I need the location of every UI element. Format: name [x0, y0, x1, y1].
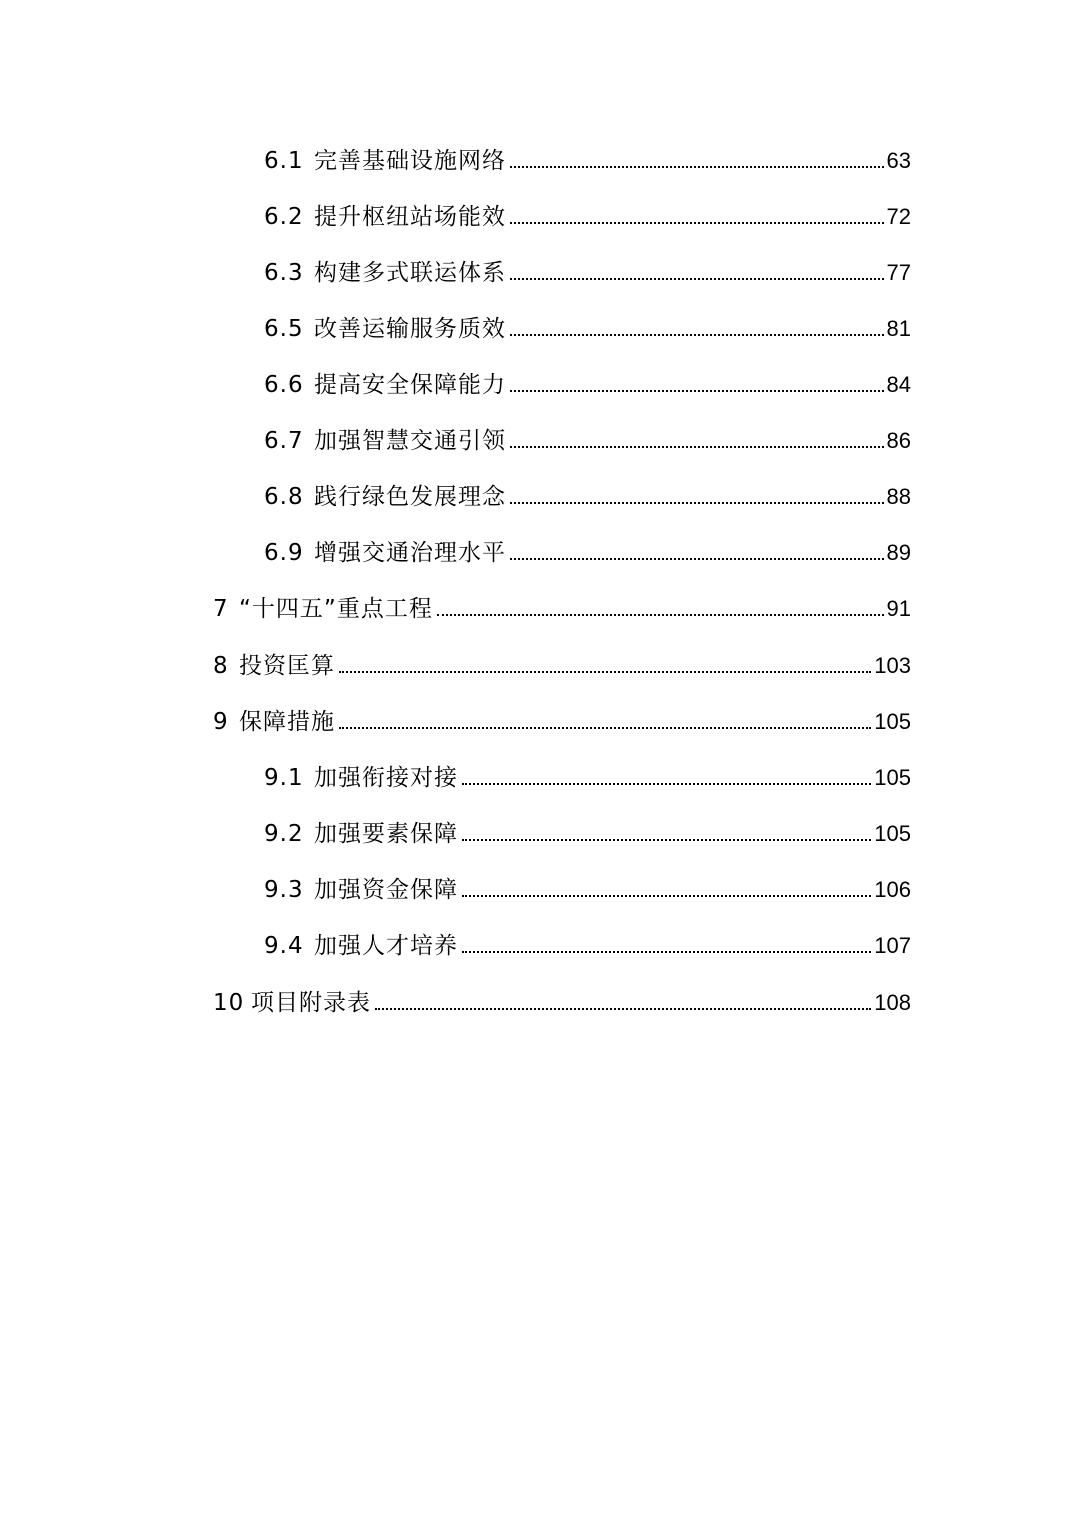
entry-number: 6.1	[264, 148, 304, 174]
entry-title: 提升枢纽站场能效	[314, 204, 506, 230]
entry-number: 6.9	[264, 540, 304, 566]
entry-page-number: 103	[874, 653, 911, 678]
entry-page-number: 63	[886, 148, 911, 173]
toc-entry[interactable]	[264, 813, 911, 849]
entry-number: 8	[213, 653, 229, 679]
dot-leader	[510, 502, 884, 504]
entry-title: 项目附录表	[251, 990, 371, 1016]
entry-page-number: 106	[874, 877, 911, 902]
entry-number: 9.3	[264, 877, 304, 903]
entry-page-number: 88	[886, 484, 911, 509]
toc-entry[interactable]	[264, 420, 911, 456]
entry-title: “十四五”重点工程	[239, 596, 433, 622]
entry-page-number: 91	[886, 596, 911, 621]
entry-title: 加强要素保障	[314, 821, 458, 847]
toc-entry[interactable]	[264, 532, 911, 568]
entry-number: 10	[213, 990, 245, 1016]
entry-number: 6.6	[264, 372, 304, 398]
dot-leader	[510, 222, 884, 224]
entry-number: 6.3	[264, 260, 304, 286]
entry-page-number: 89	[886, 540, 911, 565]
entry-title: 构建多式联运体系	[314, 260, 506, 286]
entry-page-number: 72	[886, 204, 911, 229]
entry-title: 改善运输服务质效	[314, 316, 506, 342]
toc-entry[interactable]	[264, 757, 911, 793]
toc-entry[interactable]	[264, 869, 911, 905]
toc-entry[interactable]	[264, 308, 911, 344]
entry-page-number: 105	[874, 709, 911, 734]
entry-title: 提高安全保障能力	[314, 372, 506, 398]
dot-leader	[437, 614, 884, 616]
entry-title: 加强资金保障	[314, 877, 458, 903]
entry-title: 加强智慧交通引领	[314, 428, 506, 454]
toc-entry[interactable]	[213, 645, 911, 681]
entry-number: 7	[213, 596, 229, 622]
dot-leader	[510, 390, 884, 392]
entry-title: 完善基础设施网络	[314, 148, 506, 174]
entry-title: 加强衔接对接	[314, 765, 458, 791]
toc-entry[interactable]	[213, 982, 911, 1018]
toc-entry[interactable]	[213, 701, 911, 737]
dot-leader	[510, 446, 884, 448]
dot-leader	[510, 334, 884, 336]
toc-entry[interactable]	[264, 476, 911, 512]
entry-number: 6.8	[264, 484, 304, 510]
entry-page-number: 86	[886, 428, 911, 453]
toc-entry[interactable]	[264, 196, 911, 232]
entry-page-number: 105	[874, 765, 911, 790]
entry-number: 9.1	[264, 765, 304, 791]
entry-page-number: 107	[874, 933, 911, 958]
entry-number: 6.5	[264, 316, 304, 342]
dot-leader	[375, 1008, 871, 1010]
entry-title: 增强交通治理水平	[314, 540, 506, 566]
entry-title: 加强人才培养	[314, 933, 458, 959]
entry-page-number: 105	[874, 821, 911, 846]
entry-number: 9.4	[264, 933, 304, 959]
dot-leader	[462, 951, 871, 953]
entry-title: 保障措施	[239, 709, 335, 735]
toc-entry[interactable]	[264, 252, 911, 288]
dot-leader	[462, 895, 871, 897]
dot-leader	[510, 166, 884, 168]
entry-title: 投资匡算	[239, 653, 335, 679]
entry-number: 6.7	[264, 428, 304, 454]
entry-page-number: 77	[886, 260, 911, 285]
toc-entry[interactable]	[264, 140, 911, 176]
toc-entry[interactable]	[264, 364, 911, 400]
entry-title: 践行绿色发展理念	[314, 484, 506, 510]
entry-page-number: 81	[886, 316, 911, 341]
entry-number: 6.2	[264, 204, 304, 230]
dot-leader	[462, 783, 871, 785]
dot-leader	[462, 839, 871, 841]
entry-page-number: 84	[886, 372, 911, 397]
entry-page-number: 108	[874, 990, 911, 1015]
toc-entry[interactable]	[213, 588, 911, 624]
dot-leader	[510, 558, 884, 560]
dot-leader	[510, 278, 884, 280]
toc-entry[interactable]	[264, 925, 911, 961]
entry-number: 9.2	[264, 821, 304, 847]
dot-leader	[339, 727, 871, 729]
dot-leader	[339, 671, 871, 673]
entry-number: 9	[213, 709, 229, 735]
